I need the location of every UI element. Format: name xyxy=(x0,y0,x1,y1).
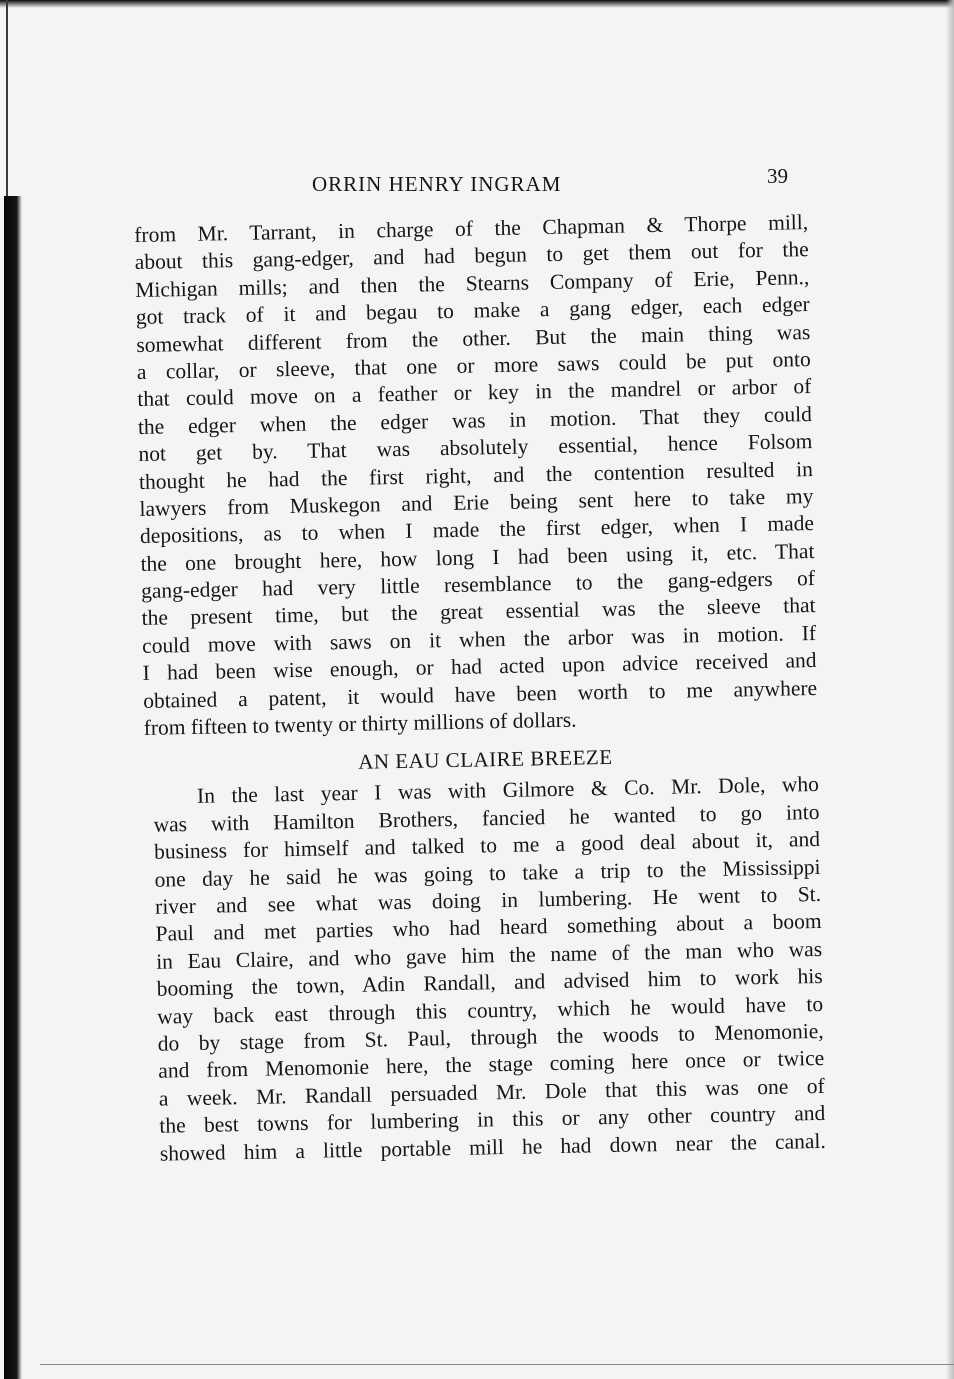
text-line: way back east through this country, which he would have to xyxy=(157,991,824,1029)
text-line: somewhat different from the other. But the main thing was xyxy=(136,319,811,357)
text-line: a week. Mr. Randall persuaded Mr. Dole that this was one of xyxy=(158,1073,825,1111)
text-line: river and see what was doing in lumbering. He went to St. xyxy=(154,881,822,919)
text-line: the one brought here, how long I had been using it, etc. That xyxy=(140,538,815,576)
text-line: from Mr. Tarrant, in charge of the Chapman & Thorpe mill, xyxy=(134,210,809,247)
text-line: Michigan mills; and then the Stearns Company of Erie, Penn., xyxy=(135,264,810,302)
text-line: depositions, as to when I made the first edger, when I made xyxy=(139,511,815,549)
paragraph-continuation xyxy=(134,209,818,742)
text-line: that could move on a feather or key in the mandrel or arbor of xyxy=(137,374,812,412)
text-line: and from Menomonie here, the stage coming here once or twice xyxy=(158,1046,825,1084)
text-line: showed him a little portable mill he had down near the canal. xyxy=(159,1128,826,1166)
text-line: from fifteen to twenty or thirty millions of dollars. xyxy=(143,707,577,740)
section-heading: AN EAU CLAIRE BREEZE xyxy=(357,745,613,775)
page-header xyxy=(130,162,800,202)
text-line: one day he said he was going to take a trip to the Mississippi xyxy=(154,854,821,892)
text-line: lawyers from Muskegon and Erie being sent here to take my xyxy=(139,483,814,521)
text-line: was with Hamilton Brothers, fancied he wanted to go into xyxy=(153,799,820,837)
text-line: thought he had the first right, and the contention resulted in xyxy=(138,456,814,494)
text-line: I had been wise enough, or had acted upon advice received and xyxy=(142,648,817,686)
text-line: the present time, but the great essential was the sleeve that xyxy=(141,593,816,631)
text-line: the best towns for lumbering in this or any other country and xyxy=(159,1101,826,1138)
text-line: in Eau Claire, and who gave him the name of the man who was xyxy=(155,936,823,974)
text-line: not get by. That was absolutely essential, hence Folsom xyxy=(138,429,813,467)
section-paragraph xyxy=(153,771,826,1167)
text-line: got track of it and begau to make a gang edger, each edger xyxy=(135,292,810,330)
text-line: business for himself and talked to me a good deal about it, and xyxy=(153,827,821,864)
text-line: the edger when the edger was in motion. That they could xyxy=(137,401,813,439)
text-line: Paul and met parties who had heard something about a boom xyxy=(155,909,822,947)
page-number: 39 xyxy=(767,164,788,188)
body-text xyxy=(134,209,826,1168)
book-binding-shadow xyxy=(4,196,22,1379)
text-line: obtained a patent, it would have been worth to me anywhere xyxy=(142,675,818,713)
text-line: could move with saws on it when the arbor was in motion. If xyxy=(141,620,817,658)
page-right-edge xyxy=(946,0,954,1379)
running-title: ORRIN HENRY INGRAM xyxy=(312,172,562,196)
text-line: booming the town, Adin Randall, and advised him to work his xyxy=(156,964,823,1001)
scan-top-shadow xyxy=(0,0,954,8)
text-line: In the last year I was with Gilmore & Co. Mr. Dole, who xyxy=(196,772,820,809)
text-line: a collar, or sleeve, that one or more saws could be put onto xyxy=(136,346,811,384)
text-line: do by stage from St. Paul, through the woods to Menomonie, xyxy=(157,1018,824,1056)
scan-bottom-line xyxy=(40,1364,954,1365)
text-line: about this gang-edger, and had begun to get them out for the xyxy=(134,237,809,275)
text-line: gang-edger had very little resemblance to the gang-edgers of xyxy=(140,566,816,604)
